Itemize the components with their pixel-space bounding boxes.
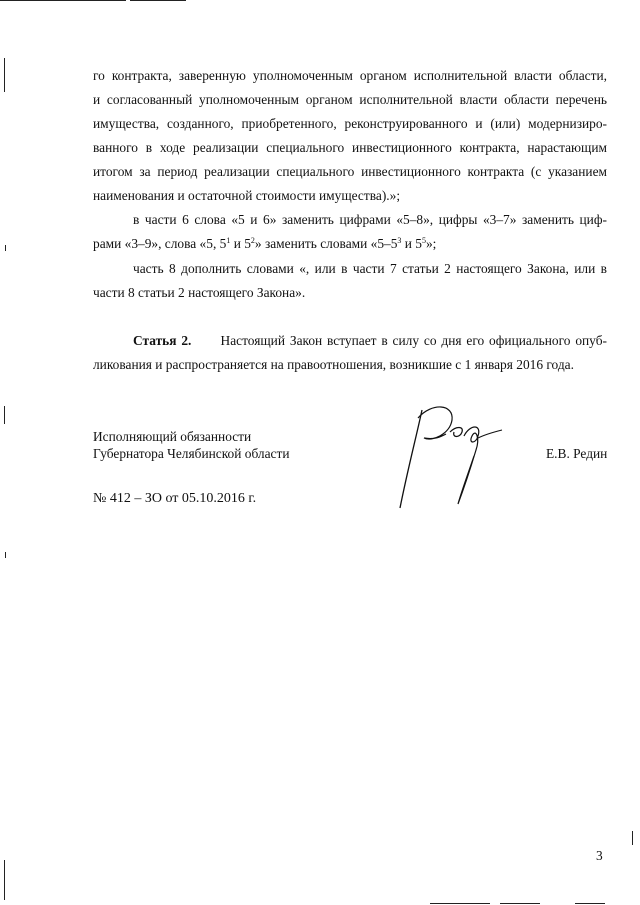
handwritten-signature — [392, 398, 512, 518]
signatory-name: Е.В. Редин — [546, 446, 608, 461]
paragraph-1-line: ванного в ходе реализации специального инвестиционного контракта, нарастающим — [93, 140, 607, 155]
paragraph-1-line: го контракта, заверенную уполномоченным органом исполнительной власти области, — [93, 68, 607, 83]
p2-text-a: рами «3–9», слова «5, 5 — [93, 236, 227, 251]
paragraph-2-line: в части 6 слова «5 и 6» заменить цифрами «5–8», цифры «3–7» заменить циф- — [133, 212, 607, 227]
scan-mark-top-2 — [130, 0, 186, 1]
scan-mark-bottom-2 — [500, 903, 540, 904]
scan-mark-right-1 — [632, 831, 633, 845]
p2-sup-4: 5 — [421, 236, 426, 245]
paragraph-1-line: и согласованный уполномоченным органом исполнительной власти области перечень — [93, 92, 607, 107]
paragraph-1-line: имущества, созданного, приобретенного, реконструированного и (или) модернизиро- — [93, 116, 607, 131]
scan-mark-left-5 — [4, 860, 5, 900]
scan-mark-top-1 — [0, 0, 126, 1]
scan-mark-left-1 — [4, 58, 5, 92]
paragraph-1-line: итогом за период реализации специального инвестиционного контракта (с указанием — [93, 164, 607, 179]
p2-text-b: и 5 — [230, 236, 251, 251]
signatory-title-1: Исполняющий обязанности — [93, 429, 252, 444]
paragraph-2 — [93, 208, 607, 256]
article-label: Статья 2. — [133, 333, 192, 348]
p2-sup-2: 2 — [250, 236, 255, 245]
p2-text-d: и 5 — [401, 236, 422, 251]
paragraph-3-line: часть 8 дополнить словами «, или в части 7 статьи 2 настоящего Закона, или в — [133, 261, 607, 276]
p2-text-e: »; — [425, 236, 437, 251]
article-line-1: Настоящий Закон вступает в силу со дня его официального опуб- — [220, 333, 607, 348]
p2-sup-1: 1 — [226, 236, 231, 245]
article-2 — [93, 329, 607, 377]
law-number: № 412 – ЗО от 05.10.2016 г. — [93, 491, 257, 506]
paragraph-3 — [93, 257, 607, 305]
scan-mark-left-4 — [5, 552, 6, 558]
article-line-2: ликования и распространяется на правоотношения, возникшие с 1 января 2016 года. — [93, 357, 574, 372]
paragraph-1-line: наименования и остаточной стоимости имущества).»; — [93, 188, 401, 203]
paragraph-2-line — [93, 232, 607, 256]
signatory-title-2: Губернатора Челябинской области — [93, 446, 290, 461]
scan-mark-bottom-1 — [430, 903, 490, 904]
scan-mark-bottom-3 — [575, 903, 605, 904]
page-number: 3 — [596, 848, 603, 863]
paragraph-1 — [93, 64, 607, 208]
p2-text-c: » заменить словами «5–5 — [254, 236, 398, 251]
scan-mark-left-2 — [5, 245, 6, 251]
paragraph-3-line: части 8 статьи 2 настоящего Закона». — [93, 285, 306, 300]
p2-sup-3: 3 — [397, 236, 402, 245]
article-2-line — [93, 329, 607, 353]
scan-mark-left-3 — [4, 406, 5, 424]
